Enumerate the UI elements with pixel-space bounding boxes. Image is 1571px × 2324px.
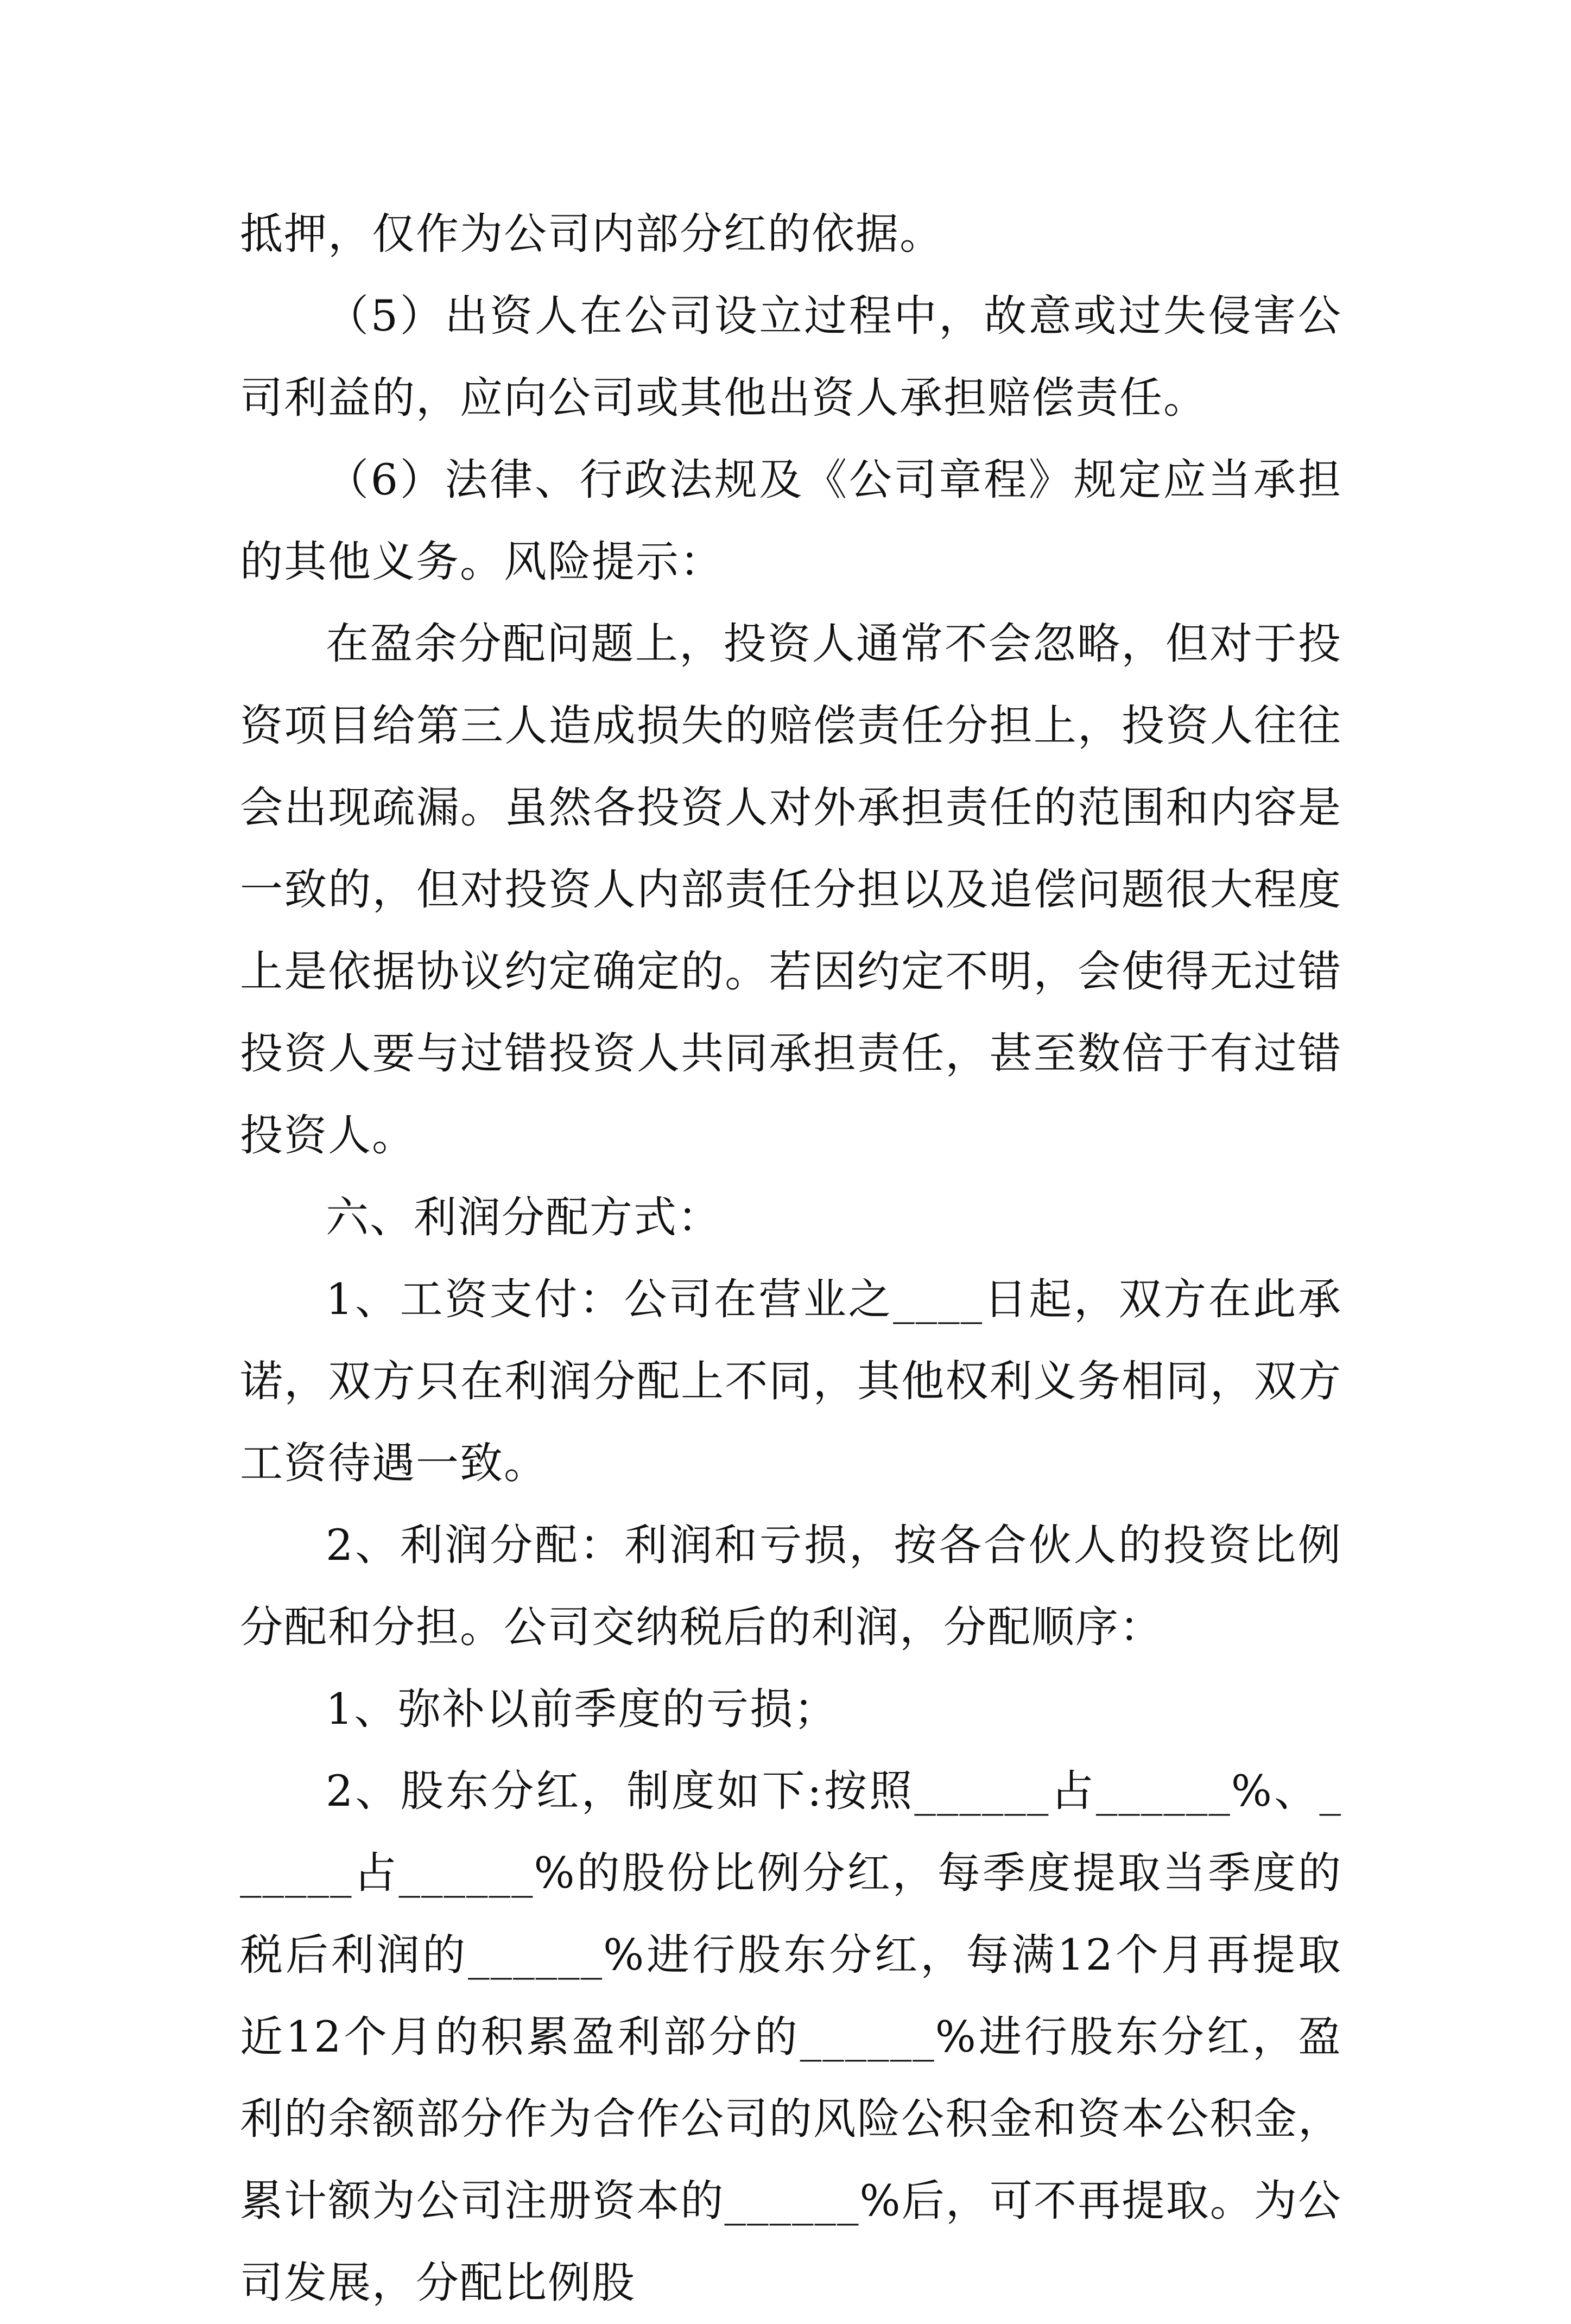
paragraph-salary-payment: 1、工资支付：公司在营业之____日起，双方在此承诺，双方只在利润分配上不同，其他权利义务相同，双方工资待遇一致。 <box>240 1274 1342 1488</box>
document-body <box>240 193 1342 2324</box>
list-item-dividend: 2、股东分红，制度如下:按照______占______%、______占______%的股份比例分红，每季度提取当季度的税后利润的______%进行股东分红，每满12个月再提取近12个月的积累盈利部分的______%进行股东分红，盈利的余额部分作为合作公司的风险公积金和资本公积金，累计额为公司注册资本的______%后，可不再提取。为公司发展，分配比例股 <box>240 1766 1342 2308</box>
list-item-loss-compensation: 1、弥补以前季度的亏损； <box>326 1684 838 1734</box>
paragraph-2: （5）出资人在公司设立过程中，故意或过失侵害公司利益的，应向公司或其他出资人承担赔偿责任。 <box>240 291 1342 423</box>
paragraph-3: （6）法律、行政法规及《公司章程》规定应当承担的其他义务。风险提示： <box>240 455 1342 587</box>
paragraph-profit-distribution: 2、利润分配：利润和亏损，按各合伙人的投资比例分配和分担。公司交纳税后的利润，分配顺序： <box>240 1520 1342 1652</box>
section-heading-profit-distribution: 六、利润分配方式： <box>326 1192 721 1242</box>
paragraph-1: 抵押，仅作为公司内部分红的依据。 <box>240 209 943 259</box>
paragraph-4: 在盈余分配问题上，投资人通常不会忽略，但对于投资项目给第三人造成损失的赔偿责任分担上，投资人往往会出现疏漏。虽然各投资人对外承担责任的范围和内容是一致的，但对投资人内部责任分担以及追偿问题很大程度上是依据协议约定确定的。若因约定不明，会使得无过错投资人要与过错投资人共同承担责任，甚至数倍于有过错投资人。 <box>240 619 1342 1160</box>
